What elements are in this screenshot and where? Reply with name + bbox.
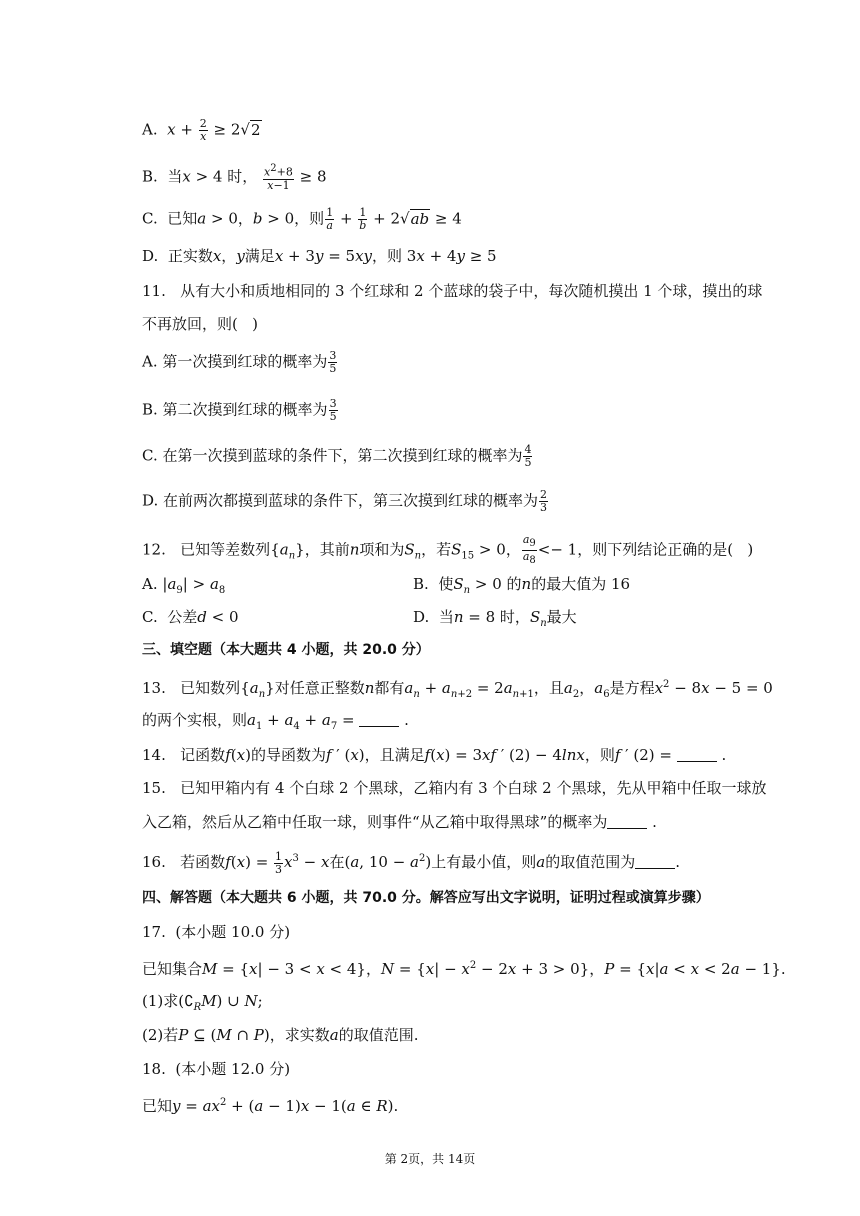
q12-option-d: D. 当n = 8 时，$S_n$最大 bbox=[413, 608, 577, 629]
section-heading-fill-in: 三、填空题（本大题共 4 小题，共 20.0 分） bbox=[142, 642, 430, 658]
q17-stem: 已知集合M = {x| − 3 < x < 4}，$N = \{x| - x^2 - 2x + 3 > 0\}$，P = {x|a < x < 2a − 1}. bbox=[142, 960, 786, 978]
q12-option-c: C. 公差d < 0 bbox=[142, 608, 239, 626]
q11-option-b: B. 第二次摸到红球的概率为 $\frac{3}{5}$ bbox=[142, 397, 337, 423]
q18-stem: 已知$y = ax^2 + (a - 1)x - 1(a$ ∈ R). bbox=[142, 1097, 399, 1115]
page-footer: 第 2页，共 14页 bbox=[384, 1152, 476, 1166]
q15-stem-line2: 入乙箱，然后从乙箱中任取一球，则事件“从乙箱中取得黑球”的概率为 . bbox=[142, 813, 657, 831]
q13-stem-line1: 13. 已知数列$\{a_n\}$对任意正整数n都有$a_n + a_{n+2} = 2a_{n+1}$，且$a_2$，$a_6$是方程$x^2 - 8x - 5 = 0$ bbox=[142, 679, 773, 700]
q11-option-d: D. 在前两次都摸到蓝球的条件下，第三次摸到红球的概率为 $\frac{2}{3}$ bbox=[142, 488, 548, 514]
q11-option-c: C. 在第一次摸到蓝球的条件下，第二次摸到红球的概率为 $\frac{4}{5}$ bbox=[142, 443, 532, 469]
q16-stem: 16. 若函数f(x) = $\frac{1}{3}$ $x^3 - x$在(a, $10 - a^2$)上有最小值，则a的取值范围为 . bbox=[142, 849, 680, 876]
section-heading-solutions: 四、解答题（本大题共 6 小题，共 70.0 分。解答应写出文字说明，证明过程或演算步骤） bbox=[142, 890, 710, 906]
answer-blank bbox=[635, 854, 675, 869]
q13-stem-line2: 的两个实根，则$a_1 + a_4 + a_7$ = . bbox=[142, 711, 409, 732]
q17-part1: (1)求$(∁_RM)$ ∪ N; bbox=[142, 992, 263, 1013]
q12-stem: 12. 已知等差数列$\{a_n\}$，其前n项和为$S_n$，若$S_{15} > 0$， $\frac{a_9}{a_8}$ <− 1，则下列结论正确的是( ) bbox=[142, 533, 754, 567]
q11-stem-line2: 不再放回，则( ) bbox=[142, 315, 259, 333]
q15-stem-line1: 15. 已知甲箱内有 4 个白球 2 个黑球，乙箱内有 3 个白球 2 个黑球，先从甲箱中任取一球放 bbox=[142, 779, 767, 797]
answer-blank bbox=[677, 747, 717, 762]
q14-stem: 14. 记函数f(x)的导函数为f ′ (x)，且满足f(x) = 3xf ′ (2) − 4lnx，则f ′ (2) = . bbox=[142, 746, 727, 764]
q10-option-a: A. x + $\frac{2}{x}$ ≥ 2√2 bbox=[142, 117, 261, 143]
q18-header: 18. (本小题 12.0 分) bbox=[142, 1060, 291, 1078]
q17-part2: (2)若P ⊆ (M ∩ P)，求实数a的取值范围. bbox=[142, 1026, 419, 1044]
q10-option-b: B. 当x > 4 时， $\frac{x^2+8}{x-1}$ ≥ 8 bbox=[142, 163, 327, 192]
answer-blank bbox=[359, 712, 399, 727]
q12-option-a: A. $|a_9| > a_8$ bbox=[142, 575, 226, 596]
q10-option-d: D. 正实数x，y满足x + 3y = 5xy，则 3x + 4y ≥ 5 bbox=[142, 247, 497, 265]
q12-option-b: B. 使$S_n > 0$ 的n的最大值为 16 bbox=[413, 575, 631, 596]
q10-option-c: C. 已知a > 0，b > 0，则 $\frac{1}{a}$ + $\frac{1}{b}$ + 2√ab ≥ 4 bbox=[142, 206, 462, 232]
q11-stem-line1: 11. 从有大小和质地相同的 3 个红球和 2 个蓝球的袋子中，每次随机摸出 1 个球，摸出的球 bbox=[142, 282, 763, 300]
q11-option-a: A. 第一次摸到红球的概率为 $\frac{3}{5}$ bbox=[142, 349, 337, 375]
q17-header: 17. (本小题 10.0 分) bbox=[142, 923, 291, 941]
answer-blank bbox=[607, 814, 647, 829]
